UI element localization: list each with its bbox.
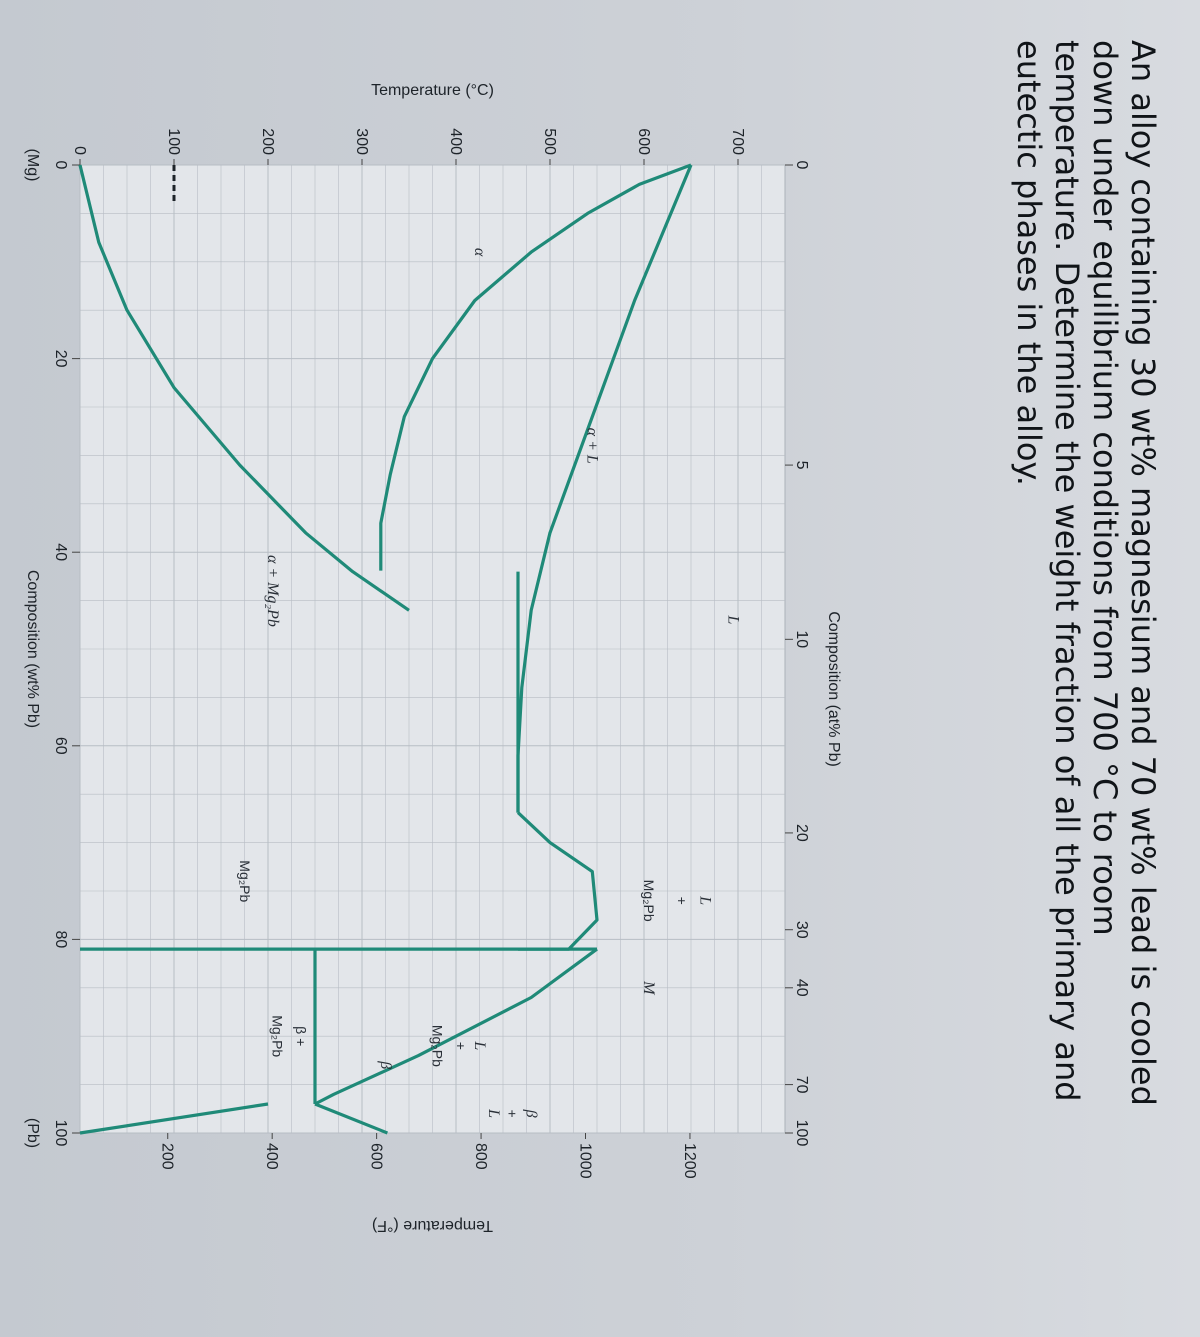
top-tick-label: 0 xyxy=(793,160,810,170)
top-tick-label: 30 xyxy=(793,920,810,939)
y-tick-label: 500 xyxy=(541,128,558,155)
region-label: β xyxy=(522,1109,540,1118)
region-label: Mg₂Pb xyxy=(236,860,253,903)
y2-tick-label: 600 xyxy=(367,1143,385,1170)
region-label: + xyxy=(453,1041,469,1050)
region-label: L xyxy=(724,615,742,625)
top-tick-label: 5 xyxy=(793,460,810,470)
y2-tick-label: 200 xyxy=(158,1143,176,1170)
y2-tick-label: 400 xyxy=(263,1143,281,1170)
y-tick-label: 200 xyxy=(259,128,276,155)
region-label: α + Mg₂Pb xyxy=(264,554,281,627)
top-tick-label: 40 xyxy=(793,978,810,997)
region-label: L xyxy=(484,1109,502,1119)
region-label: Mg₂Pb xyxy=(269,1015,286,1058)
x-tick-label: 0 xyxy=(52,160,69,170)
top-axis-label: Composition (at% Pb) xyxy=(825,611,842,767)
y2-tick-label: 1200 xyxy=(680,1143,698,1179)
x-tick-label: 40 xyxy=(52,543,69,562)
region-label: L xyxy=(696,896,714,906)
x-end-label-left: (Mg) xyxy=(24,148,41,182)
x-tick-label: 60 xyxy=(52,736,69,755)
y-tick-label: 100 xyxy=(165,128,182,155)
region-label: + xyxy=(504,1109,521,1118)
region-label: α + L xyxy=(583,427,601,464)
region-label: Mg₂Pb xyxy=(429,1024,446,1067)
y-tick-label: 600 xyxy=(635,128,652,155)
region-label: β xyxy=(376,1061,394,1070)
region-label: β + xyxy=(293,1026,310,1047)
x-tick-label: 100 xyxy=(52,1119,69,1147)
top-tick-label: 100 xyxy=(793,1119,810,1147)
x-axis-label: Composition (wt% Pb) xyxy=(24,569,41,729)
x-tick-label: 80 xyxy=(52,930,69,949)
region-label: + xyxy=(673,896,690,905)
x-tick-label: 20 xyxy=(52,349,69,368)
x-end-label-right: (Pb) xyxy=(24,1117,41,1149)
region-label: α xyxy=(470,247,488,257)
y-axis-label: Temperature (°C) xyxy=(371,82,494,99)
y-tick-label: 400 xyxy=(447,128,464,155)
region-label: M xyxy=(640,981,657,995)
top-tick-label: 20 xyxy=(793,824,810,842)
y2-axis-label: Temperature (°F) xyxy=(371,1217,494,1234)
region-label: Mg₂Pb xyxy=(641,879,657,922)
top-tick-label: 10 xyxy=(793,630,810,649)
y2-tick-label: 1000 xyxy=(576,1143,594,1179)
top-tick-label: 70 xyxy=(793,1075,810,1094)
y-tick-label: 0 xyxy=(71,146,88,155)
y2-tick-label: 800 xyxy=(472,1143,490,1170)
question-line: eutectic phases in the alloy. xyxy=(1010,40,1048,486)
question-line: down under equilibrium conditions from 700 °C to room xyxy=(1086,40,1124,936)
y-tick-label: 700 xyxy=(729,128,746,155)
question-line: An alloy containing 30 wt% magnesium and 70 wt% lead is cooled xyxy=(1124,40,1162,1106)
question-line: temperature. Determine the weight fraction of all the primary and xyxy=(1048,40,1086,1102)
region-label: L xyxy=(470,1041,488,1051)
y-tick-label: 300 xyxy=(353,128,370,155)
